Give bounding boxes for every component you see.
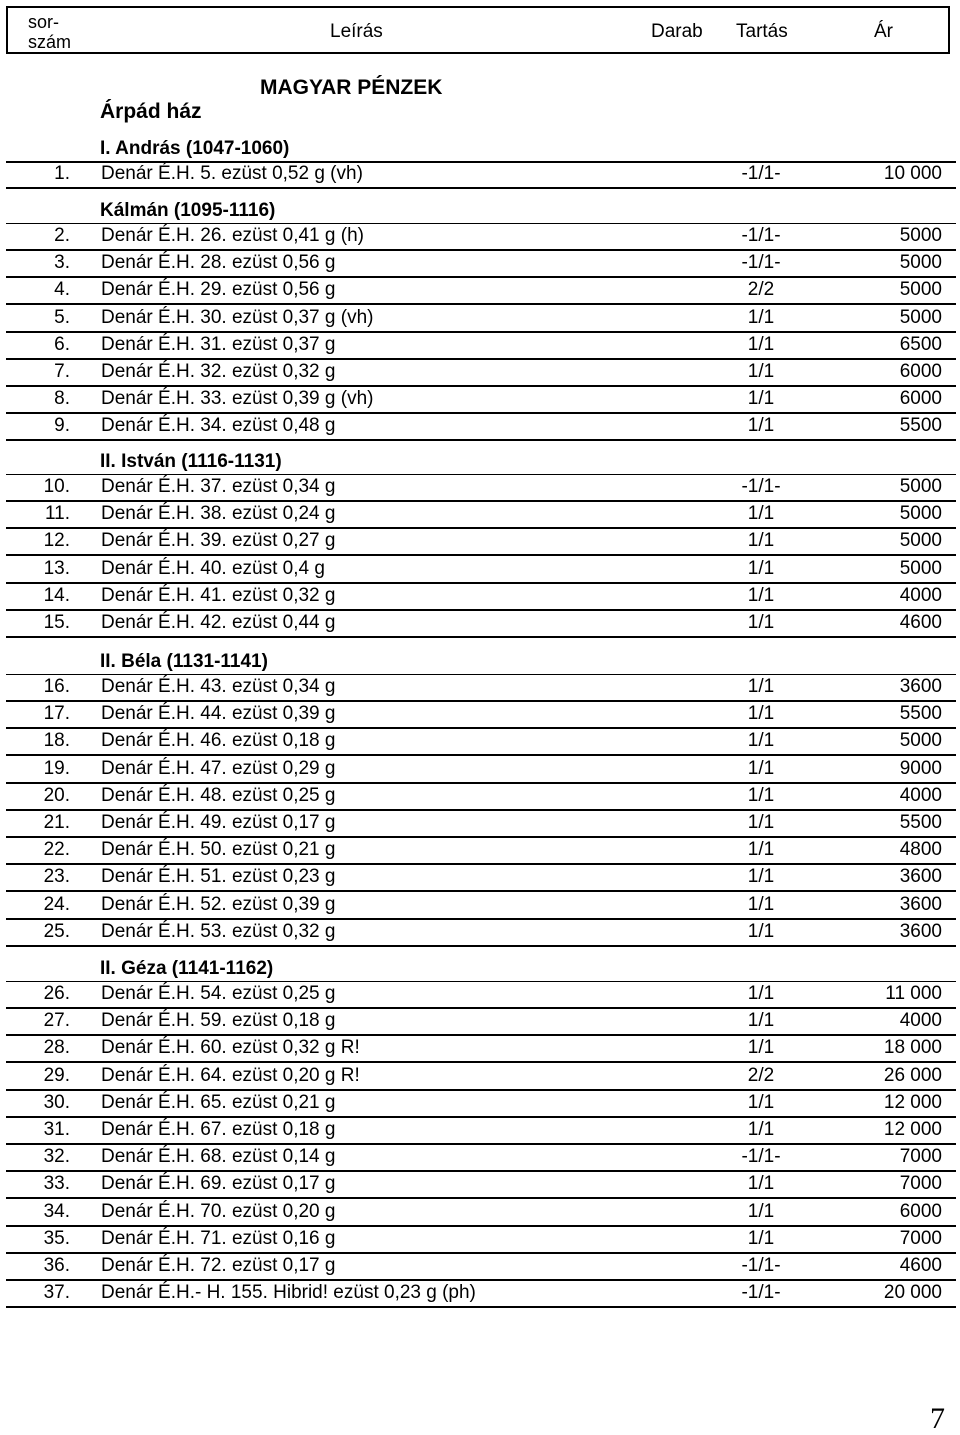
item-condition: 1/1: [747, 812, 775, 833]
item-condition: 1/1: [747, 584, 775, 606]
table-row: [6, 278, 956, 305]
item-number: 30.: [43, 1091, 70, 1113]
table-row: [6, 1145, 956, 1172]
item-number: 24.: [43, 893, 70, 915]
item-price: 4000: [899, 784, 942, 806]
item-price: 4600: [899, 612, 942, 633]
item-condition: 1/1: [747, 415, 775, 437]
item-description: Denár É.H. 38. ezüst 0,24 g: [101, 503, 336, 525]
table-row: [6, 982, 956, 1009]
table-row: [6, 1064, 956, 1091]
item-condition: 1/1: [747, 784, 775, 806]
item-price: 3600: [899, 920, 942, 942]
item-price: 5000: [899, 306, 942, 328]
table-row: [6, 251, 956, 278]
item-number: 20.: [43, 784, 70, 806]
item-price: 7000: [899, 1227, 942, 1249]
item-description: Denár É.H. 68. ezüst 0,14 g: [101, 1146, 336, 1168]
item-description: Denár É.H. 46. ezüst 0,18 g: [101, 730, 336, 752]
item-condition: 1/1: [747, 361, 775, 382]
item-number: 14.: [43, 584, 70, 606]
table-row: [6, 502, 956, 529]
table-row: [6, 387, 956, 414]
item-description: Denár É.H. 52. ezüst 0,39 g: [101, 893, 336, 915]
item-description: Denár É.H. 41. ezüst 0,32 g: [101, 584, 336, 606]
item-condition: -1/1-: [741, 476, 781, 497]
table-row: [6, 529, 956, 556]
item-description: Denár É.H. 29. ezüst 0,56 g: [101, 279, 336, 301]
item-condition: 2/2: [747, 279, 775, 301]
item-description: Denár É.H. 64. ezüst 0,20 g R!: [101, 1064, 360, 1086]
table-row: [6, 584, 956, 611]
table-row: [6, 1036, 956, 1063]
table-row: [6, 675, 956, 702]
item-number: 26.: [43, 983, 70, 1004]
item-number: 19.: [43, 757, 70, 779]
table-row: [6, 1200, 956, 1227]
item-price: 3600: [899, 866, 942, 888]
item-price: 5000: [899, 225, 942, 246]
item-condition: 1/1: [747, 557, 775, 579]
item-price: 4600: [899, 1255, 942, 1276]
item-description: Denár É.H. 47. ezüst 0,29 g: [101, 757, 336, 779]
item-description: Denár É.H. 26. ezüst 0,41 g (h): [101, 225, 364, 246]
table-row: [6, 784, 956, 811]
page-number: 7: [930, 1402, 945, 1435]
item-condition: 1/1: [747, 612, 775, 633]
item-price: 5500: [899, 415, 942, 437]
item-price: 18 000: [883, 1037, 942, 1059]
item-description: Denár É.H. 31. ezüst 0,37 g: [101, 333, 336, 355]
header-number-line1: sor-: [28, 12, 59, 32]
group-heading: I. András (1047-1060): [100, 138, 290, 159]
group-heading: II. Béla (1131-1141): [100, 651, 268, 672]
table-row: [6, 1254, 956, 1281]
item-condition: -1/1-: [741, 163, 781, 184]
item-condition: 1/1: [747, 306, 775, 328]
table-row: [6, 1281, 956, 1308]
item-price: 5000: [899, 476, 942, 497]
table-row: [6, 838, 956, 865]
item-number: 3.: [54, 252, 70, 274]
item-number: 2.: [54, 225, 70, 246]
item-number: 6.: [54, 333, 70, 355]
table-row: [6, 1009, 956, 1036]
item-condition: -1/1-: [741, 1282, 781, 1304]
item-number: 31.: [43, 1119, 70, 1140]
table-row: [6, 333, 956, 360]
item-condition: 1/1: [747, 1227, 775, 1249]
item-condition: 1/1: [747, 676, 775, 697]
item-description: Denár É.H. 53. ezüst 0,32 g: [101, 920, 336, 942]
item-number: 32.: [43, 1146, 70, 1168]
table-row: [6, 811, 956, 838]
item-condition: 2/2: [747, 1064, 775, 1086]
header-description-label: Leírás: [330, 21, 383, 42]
item-number: 12.: [43, 530, 70, 552]
item-price: 9000: [899, 757, 942, 779]
item-condition: 1/1: [747, 388, 775, 410]
item-number: 34.: [43, 1200, 70, 1222]
page-subtitle: Árpád ház: [100, 100, 202, 123]
item-condition: 1/1: [747, 333, 775, 355]
item-price: 7000: [899, 1173, 942, 1195]
item-description: Denár É.H. 32. ezüst 0,32 g: [101, 361, 336, 382]
item-condition: 1/1: [747, 530, 775, 552]
item-number: 16.: [43, 676, 70, 697]
header-number-line2: szám: [28, 32, 72, 52]
item-condition: 1/1: [747, 730, 775, 752]
item-description: Denár É.H. 37. ezüst 0,34 g: [101, 476, 336, 497]
item-price: 6000: [899, 1200, 942, 1222]
table-row: [6, 729, 956, 756]
item-price: 20 000: [883, 1282, 942, 1304]
item-condition: 1/1: [747, 1200, 775, 1222]
item-number: 23.: [43, 866, 70, 888]
table-row: [6, 557, 956, 584]
table-row: [6, 1091, 956, 1118]
item-description: Denár É.H. 67. ezüst 0,18 g: [101, 1119, 336, 1140]
item-number: 17.: [43, 703, 70, 725]
item-price: 10 000: [883, 163, 942, 184]
item-price: 3600: [899, 893, 942, 915]
item-price: 5500: [899, 812, 942, 833]
item-number: 8.: [54, 388, 70, 410]
item-condition: 1/1: [747, 866, 775, 888]
page-title: MAGYAR PÉNZEK: [260, 76, 443, 99]
item-description: Denár É.H. 43. ezüst 0,34 g: [101, 676, 336, 697]
table-row: [6, 414, 956, 441]
item-price: 5000: [899, 557, 942, 579]
table-row: [6, 475, 956, 502]
item-price: 5500: [899, 703, 942, 725]
item-condition: 1/1: [747, 503, 775, 525]
item-description: Denár É.H. 49. ezüst 0,17 g: [101, 812, 336, 833]
item-condition: 1/1: [747, 703, 775, 725]
table-row: [6, 865, 956, 892]
table-row: [6, 1118, 956, 1145]
item-price: 11 000: [885, 983, 942, 1004]
item-condition: 1/1: [747, 1037, 775, 1059]
item-condition: -1/1-: [741, 1255, 781, 1276]
item-number: 27.: [43, 1010, 70, 1032]
table-row: [6, 224, 956, 251]
item-price: 6000: [899, 388, 942, 410]
header-price-label: Ár: [874, 21, 893, 42]
item-condition: -1/1-: [741, 252, 781, 274]
item-number: 33.: [43, 1173, 70, 1195]
item-number: 37.: [43, 1282, 70, 1304]
item-description: Denár É.H. 70. ezüst 0,20 g: [101, 1200, 336, 1222]
item-number: 25.: [43, 920, 70, 942]
item-description: Denár É.H. 34. ezüst 0,48 g: [101, 415, 336, 437]
item-number: 9.: [54, 415, 70, 437]
item-condition: -1/1-: [741, 1146, 781, 1168]
item-price: 5000: [899, 730, 942, 752]
item-description: Denár É.H. 39. ezüst 0,27 g: [101, 530, 336, 552]
item-number: 11.: [44, 503, 70, 525]
item-description: Denár É.H. 33. ezüst 0,39 g (vh): [101, 388, 374, 410]
item-condition: 1/1: [747, 839, 775, 861]
item-description: Denár É.H. 30. ezüst 0,37 g (vh): [101, 306, 374, 328]
header-condition-label: Tartás: [736, 21, 788, 42]
table-row: [6, 162, 956, 189]
item-description: Denár É.H. 51. ezüst 0,23 g: [101, 866, 336, 888]
item-number: 21.: [43, 812, 70, 833]
item-description: Denár É.H. 59. ezüst 0,18 g: [101, 1010, 336, 1032]
item-condition: 1/1: [747, 1119, 775, 1140]
table-row: [6, 757, 956, 784]
table-row: [6, 893, 956, 920]
item-description: Denár É.H.- H. 155. Hibrid! ezüst 0,23 g (ph): [101, 1282, 476, 1304]
item-description: Denár É.H. 42. ezüst 0,44 g: [101, 612, 336, 633]
table-row: [6, 702, 956, 729]
item-price: 4000: [899, 1010, 942, 1032]
item-number: 29.: [43, 1064, 70, 1086]
item-number: 18.: [43, 730, 70, 752]
item-description: Denár É.H. 28. ezüst 0,56 g: [101, 252, 336, 274]
item-description: Denár É.H. 54. ezüst 0,25 g: [101, 983, 336, 1004]
item-description: Denár É.H. 69. ezüst 0,17 g: [101, 1173, 336, 1195]
item-description: Denár É.H. 71. ezüst 0,16 g: [101, 1227, 336, 1249]
item-price: 12 000: [883, 1091, 942, 1113]
item-price: 5000: [899, 530, 942, 552]
header-quantity-label: Darab: [651, 21, 703, 42]
item-number: 28.: [43, 1037, 70, 1059]
item-description: Denár É.H. 50. ezüst 0,21 g: [101, 839, 336, 861]
item-description: Denár É.H. 48. ezüst 0,25 g: [101, 784, 336, 806]
group-heading: Kálmán (1095-1116): [100, 200, 276, 221]
item-number: 15.: [43, 612, 70, 633]
item-number: 1.: [54, 163, 70, 184]
table-row: [6, 611, 956, 638]
item-price: 5000: [899, 503, 942, 525]
item-price: 6000: [899, 361, 942, 382]
item-number: 4.: [54, 279, 70, 301]
item-condition: 1/1: [747, 983, 775, 1004]
item-price: 4800: [899, 839, 942, 861]
item-number: 36.: [43, 1255, 70, 1276]
group-heading: II. Géza (1141-1162): [100, 958, 274, 979]
item-number: 22.: [43, 839, 70, 861]
item-number: 10.: [43, 476, 70, 497]
item-condition: 1/1: [747, 893, 775, 915]
item-price: 4000: [899, 584, 942, 606]
item-description: Denár É.H. 65. ezüst 0,21 g: [101, 1091, 336, 1113]
item-price: 3600: [899, 676, 942, 697]
table-row: [6, 1172, 956, 1199]
item-description: Denár É.H. 60. ezüst 0,32 g R!: [101, 1037, 360, 1059]
item-number: 5.: [54, 306, 70, 328]
item-number: 35.: [43, 1227, 70, 1249]
item-description: Denár É.H. 72. ezüst 0,17 g: [101, 1255, 336, 1276]
item-price: 5000: [899, 252, 942, 274]
table-row: [6, 360, 956, 387]
table-row: [6, 1227, 956, 1254]
item-condition: 1/1: [747, 920, 775, 942]
item-condition: 1/1: [747, 1173, 775, 1195]
item-price: 12 000: [883, 1119, 942, 1140]
table-row: [6, 920, 956, 947]
item-condition: 1/1: [747, 1010, 775, 1032]
item-condition: 1/1: [747, 757, 775, 779]
item-description: Denár É.H. 5. ezüst 0,52 g (vh): [101, 163, 363, 184]
item-price: 6500: [899, 333, 942, 355]
item-condition: 1/1: [747, 1091, 775, 1113]
item-number: 7.: [54, 361, 70, 382]
item-price: 5000: [899, 279, 942, 301]
item-condition: -1/1-: [741, 225, 781, 246]
table-row: [6, 306, 956, 333]
item-number: 13.: [43, 557, 70, 579]
item-description: Denár É.H. 40. ezüst 0,4 g: [101, 557, 325, 579]
item-description: Denár É.H. 44. ezüst 0,39 g: [101, 703, 336, 725]
item-price: 26 000: [883, 1064, 942, 1086]
group-heading: II. István (1116-1131): [100, 451, 282, 472]
item-price: 7000: [899, 1146, 942, 1168]
